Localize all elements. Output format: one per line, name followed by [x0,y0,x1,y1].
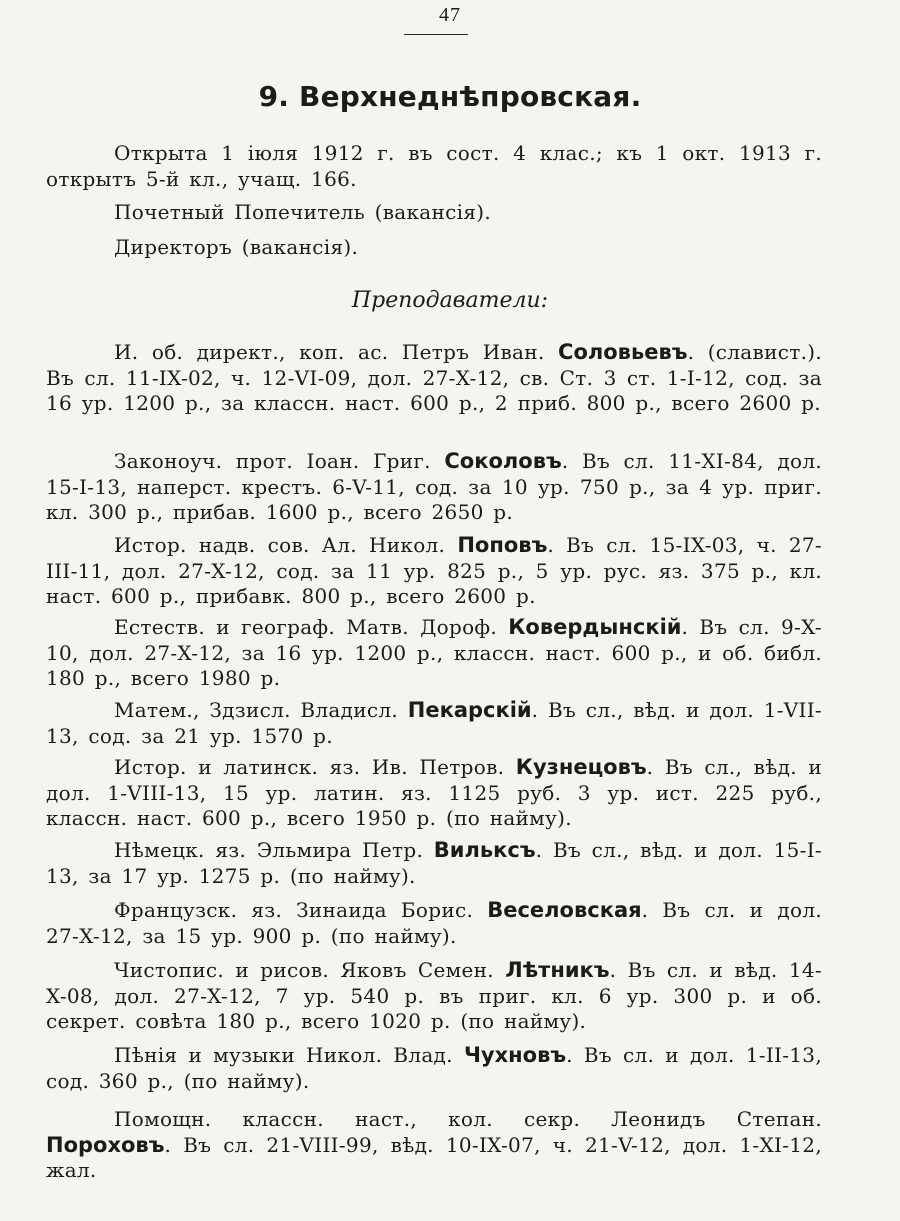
page-number: 47 [439,4,461,26]
teacher-prefix: Истор. и латинск. яз. Ив. Петров. [114,755,505,779]
teacher-entry [46,755,822,832]
teacher-details: . Въ сл., вѣд. и дол. 1-VIII-13, 15 ур. латин. яз. 1125 руб. 3 ур. ист. 225 руб., классн. наст. 600 р., всего 1950 р. (по найму). [46,755,822,830]
teacher-details: . Въ сл., вѣд. и дол. 15-I-13, за 17 ур. 1275 р. (по найму). [46,838,822,888]
teacher-details: . Въ сл. 21-VIII-99, вѣд. 10-IX-07, ч. 21-V-12, дол. 1-XI-12, жал. [46,1132,822,1182]
teacher-entry [46,958,822,1035]
teacher-entry [46,1043,822,1094]
teacher-surname: Пороховъ [46,1132,165,1157]
page-number-rule [404,34,468,35]
teacher-details: . Въ сл. и дол. 1-II-13, сод. 360 р., (по найму). [46,1043,822,1093]
teacher-prefix: Чистопис. и рисов. Яковъ Семен. [114,958,494,982]
teacher-prefix: И. об. директ., коп. ас. Петръ Иван. [114,340,545,364]
teacher-entry [46,449,822,526]
teacher-surname: Ковердынскій [508,615,682,639]
teacher-details: . Въ сл. и дол. 27-X-12, за 15 ур. 900 р. (по найму). [46,898,822,948]
teacher-prefix: Помощн. классн. наст., кол. секр. Леонидъ Степан. [114,1107,822,1131]
opening-paragraph: Открыта 1 іюля 1912 г. въ сост. 4 клас.; къ 1 окт. 1913 г. открытъ 5-й кл., учащ. 166. [46,141,822,191]
teachers-heading: Преподаватели: [351,288,549,313]
section-title: 9. Верхнеднѣпровская. [258,80,642,113]
teacher-details: . Въ сл., вѣд. и дол. 1-VII-13, сод. за 21 ур. 1570 р. [46,698,822,748]
teacher-entry [46,698,822,749]
teacher-details: . (славист.). Въ сл. 11-IX-02, ч. 12-VI-09, дол. 27-X-12, св. Ст. 3 ст. 1-I-12, сод. за 16 ур. 1200 р., за классн. наст. 600 р., 2 приб. 800 р., всего 2600 р. [46,340,822,415]
teacher-prefix: Матем., Здзисл. Владисл. [114,698,399,722]
teacher-entry [46,615,822,692]
teacher-surname: Веселовская [487,898,642,922]
teacher-entry [46,838,822,889]
honorary-trustee-line: Почетный Попечитель (вакансія). [114,200,492,224]
teacher-prefix: Пѣнія и музыки Никол. Влад. [114,1043,453,1067]
teacher-surname: Соколовъ [444,449,562,473]
teacher-prefix: Законоуч. прот. Іоан. Григ. [114,449,431,473]
teacher-entry [46,533,822,610]
teacher-surname: Соловьевъ [558,340,688,364]
teacher-details: . Въ сл. и вѣд. 14-X-08, дол. 27-X-12, 7 ур. 540 р. въ приг. кл. 6 ур. 300 р. и об. секрет. совѣта 180 р., всего 1020 р. (по найму). [46,958,822,1033]
teacher-surname: Пекарскій [407,698,532,722]
teacher-prefix: Французск. яз. Зинаида Борис. [114,898,474,922]
teacher-details: . Въ сл. 9-X-10, дол. 27-X-12, за 16 ур. 1200 р., классн. наст. 600 р., и об. библ. 180 р., всего 1980 р. [46,615,822,690]
teacher-entry [46,340,822,417]
teacher-entry [46,898,822,949]
teacher-surname: Вильксъ [433,838,536,862]
teacher-prefix: Естеств. и географ. Матв. Дороф. [114,615,498,639]
teacher-surname: Чухновъ [463,1043,567,1067]
teacher-entry [46,1107,822,1184]
teacher-surname: Лѣтникъ [505,958,610,982]
teacher-details: . Въ сл. 11-XI-84, дол. 15-I-13, наперст. крестъ. 6-V-11, сод. за 10 ур. 750 р., за 4 ур. приг. кл. 300 р., прибав. 1600 р., всего 2650 р. [46,449,822,524]
teacher-surname: Кузнецовъ [515,755,647,779]
teacher-prefix: Истор. надв. сов. Ал. Никол. [114,533,446,557]
teacher-details: . Въ сл. 15-IX-03, ч. 27-III-11, дол. 27-X-12, сод. за 11 ур. 825 р., 5 ур. рус. яз. 375 р., кл. наст. 600 р., прибавк. 800 р., всего 2600 р. [46,533,822,608]
director-line: Директоръ (вакансія). [114,235,359,259]
teacher-surname: Поповъ [457,533,548,557]
teacher-prefix: Нѣмецк. яз. Эльмира Петр. [114,838,424,862]
